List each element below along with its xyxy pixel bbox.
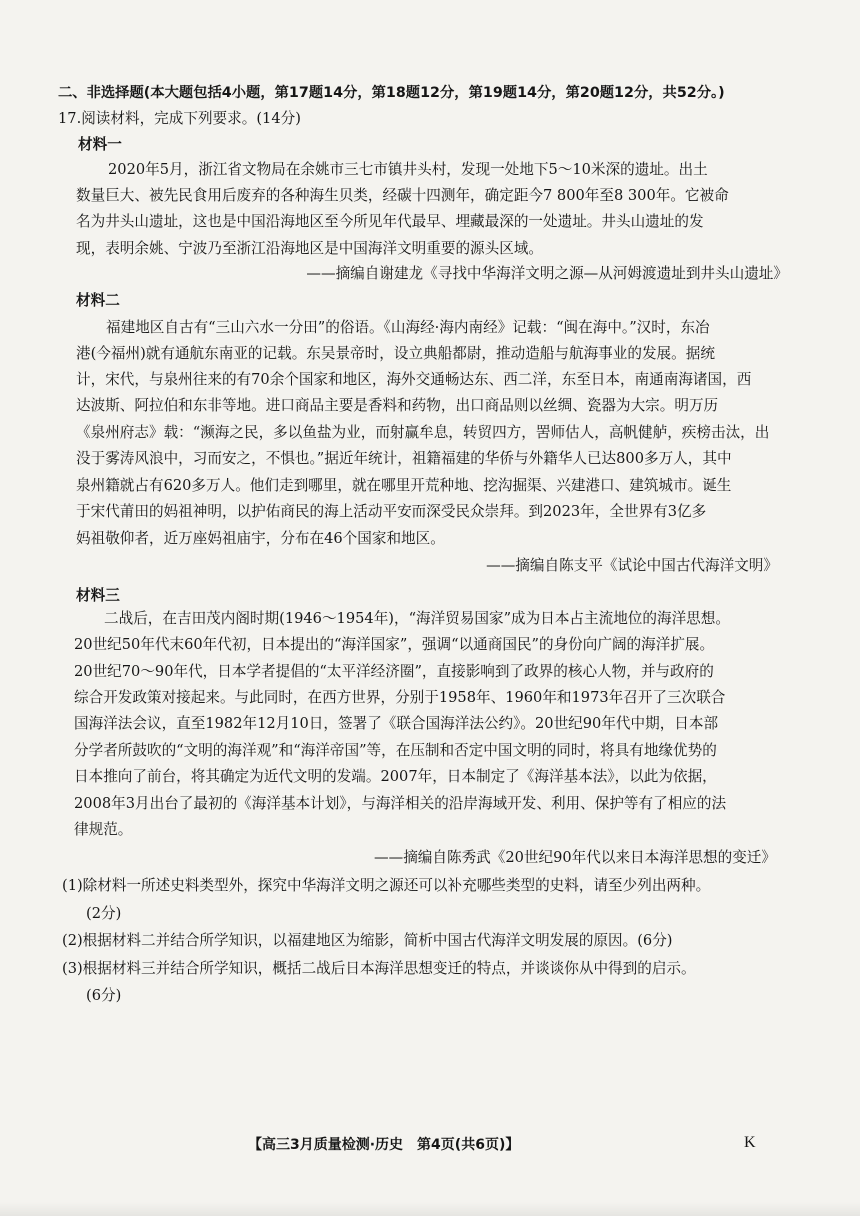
paragraph-line: 国海洋法会议，直至1982年12月10日，签署了《联合国海洋法公约》。20世纪90年代中期，日本部 [74, 715, 719, 732]
paragraph-line: 福建地区自古有“三山六水一分田”的俗语。《山海经·海内南经》记载：“闽在海中。”汉时，东冶 [106, 319, 710, 336]
paragraph-line: 日本推向了前台，将其确定为近代文明的发端。2007年，日本制定了《海洋基本法》，以此为依据， [74, 768, 717, 785]
paragraph-line: 《泉州府志》载：“濒海之民，多以鱼盐为业，而射赢牟息，转贸四方，罟师估人，高帆健舻，疾榜击汰，出 [76, 424, 770, 441]
sub-question-3: (3)根据材料三并结合所学知识，概括二战后日本海洋思想变迁的特点，并谈谈你从中得到的启示。 [62, 960, 696, 977]
paragraph-line: 泉州籍就占有620多万人。他们走到哪里，就在哪里开荒种地、挖沟掘渠、兴建港口、建筑城市。诞生 [76, 477, 732, 494]
paragraph-line: 名为井头山遗址，这也是中国沿海地区至今所见年代最早、埋藏最深的一处遗址。井头山遗址的发 [76, 213, 704, 230]
material-label: 材料一 [78, 136, 122, 153]
source-citation: ——摘编自陈秀武《20世纪90年代以来日本海洋思想的变迁》 [374, 849, 776, 866]
sub-question-2: (2)根据材料二并结合所学知识，以福建地区为缩影，简析中国古代海洋文明发展的原因。(6分) [62, 932, 673, 949]
sub-question-1-score: (2分) [86, 905, 122, 922]
section-header: 二、非选择题(本大题包括4小题，第17题14分，第18题12分，第19题14分，第20题12分，共52分。) [58, 85, 725, 101]
paragraph-line: 港(今福州)就有通航东南亚的记载。东吴景帝时，设立典船都尉，推动造船与航海事业的发展。据统 [76, 345, 715, 362]
material-label: 材料三 [76, 587, 120, 604]
paragraph-line: 计，宋代，与泉州往来的有70余个国家和地区，海外交通畅达东、西二洋，东至日本，南通南海诸国，西 [76, 371, 752, 388]
paragraph-line: 2020年5月，浙江省文物局在余姚市三七市镇井头村，发现一处地下5～10米深的遗址。出土 [108, 161, 708, 178]
version-letter: K [744, 1134, 756, 1151]
sub-question-3-score: (6分) [86, 987, 122, 1004]
paragraph-line: 分学者所鼓吹的“文明的海洋观”和“海洋帝国”等，在压制和否定中国文明的同时，将具有地缘优势的 [74, 742, 717, 759]
source-citation: ——摘编自陈支平《试论中国古代海洋文明》 [486, 557, 778, 574]
paragraph-line: 20世纪70～90年代，日本学者提倡的“太平洋经济圈”，直接影响到了政界的核心人物，并与政府的 [74, 663, 714, 680]
paragraph-line: 达波斯、阿拉伯和东非等地。进口商品主要是香料和药物，出口商品则以丝绸、瓷器为大宗。明万历 [76, 397, 719, 414]
paragraph-line: 2008年3月出台了最初的《海洋基本计划》，与海洋相关的沿岸海域开发、利用、保护等有了相应的法 [74, 795, 727, 812]
paragraph-line: 妈祖敬仰者，近万座妈祖庙宇，分布在46个国家和地区。 [76, 530, 445, 547]
source-citation: ——摘编自谢建龙《寻找中华海洋文明之源—从河姆渡遗址到井头山遗址》 [306, 265, 788, 282]
paragraph-line: 现，表明余姚、宁波乃至浙江沿海地区是中国海洋文明重要的源头区域。 [76, 240, 544, 257]
paragraph-line: 二战后，在吉田茂内阁时期(1946～1954年)，“海洋贸易国家”成为日本占主流地位的海洋思想。 [104, 610, 730, 627]
question-title: 17.阅读材料，完成下列要求。(14分) [58, 110, 301, 127]
paragraph-line: 没于雾涛风浪中，习而安之，不惧也。”据近年统计，祖籍福建的华侨与外籍华人已达800多万人，其中 [76, 450, 732, 467]
scan-edge-shadow [0, 1202, 860, 1216]
paragraph-line: 20世纪50年代末60年代初，日本提出的“海洋国家”，强调“以通商国民”的身份向广阔的海洋扩展。 [74, 636, 715, 653]
paragraph-line: 律规范。 [74, 821, 133, 838]
material-label: 材料二 [76, 292, 120, 309]
paragraph-line: 数量巨大、被先民食用后废弃的各种海生贝类，经碳十四测年，确定距今7 800年至8 300年。它被命 [76, 187, 729, 204]
paragraph-line: 于宋代莆田的妈祖神明，以护佑商民的海上活动平安而深受民众崇拜。到2023年，全世界有3亿多 [76, 503, 707, 520]
sub-question-1: (1)除材料一所述史料类型外，探究中华海洋文明之源还可以补充哪些类型的史料，请至少列出两种。 [62, 877, 711, 894]
footer-text: 【高三3月质量检测·历史 第4页(共6页)】 [248, 1137, 520, 1153]
paragraph-line: 综合开发政策对接起来。与此同时，在西方世界，分别于1958年、1960年和1973年召开了三次联合 [74, 689, 726, 706]
